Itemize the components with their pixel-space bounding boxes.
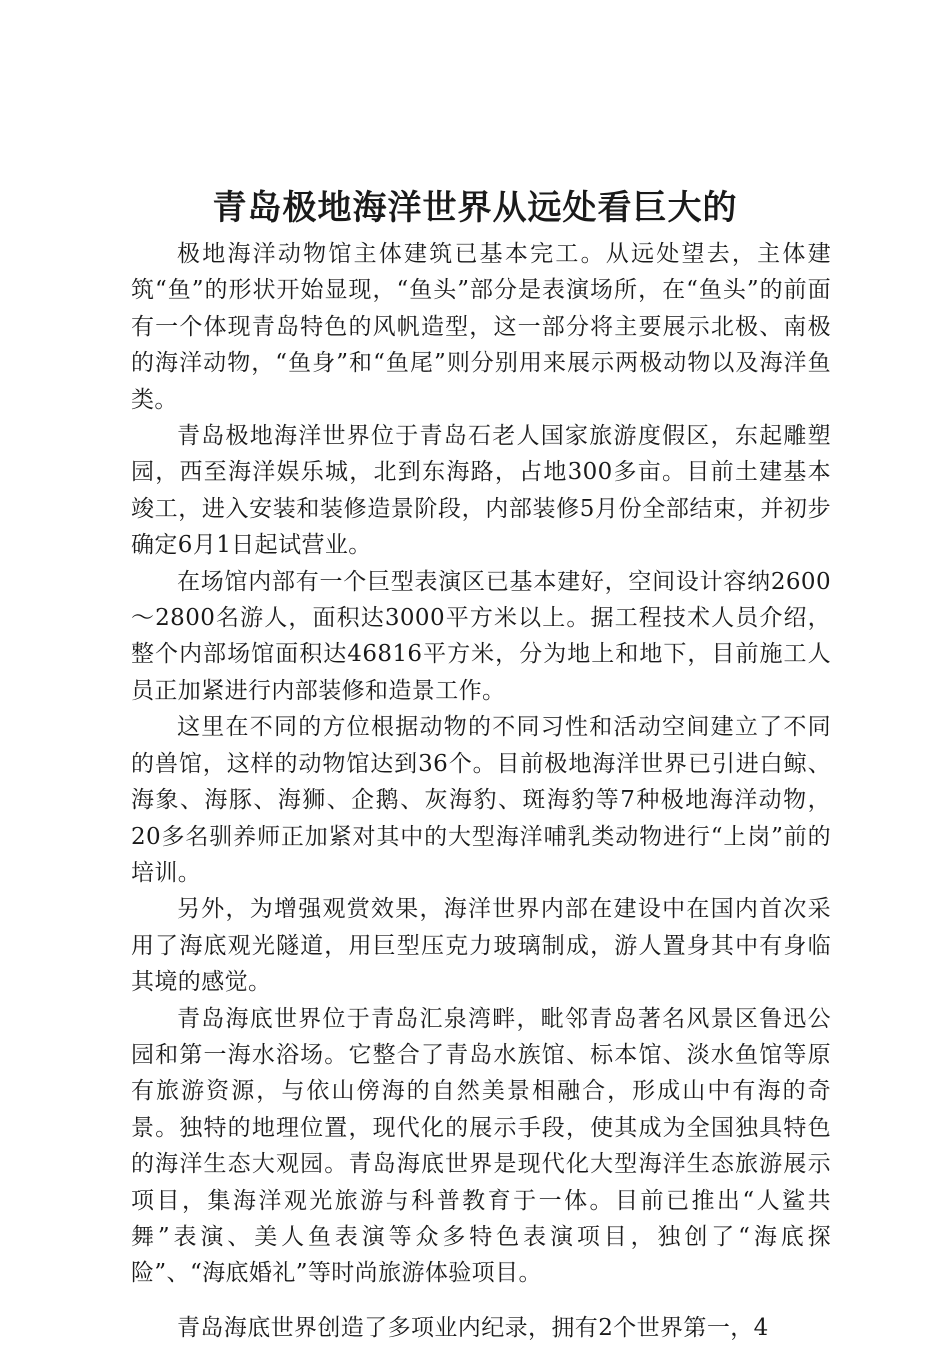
paragraph: 在场馆内部有一个巨型表演区已基本建好，空间设计容纳2600～2800名游人，面积达3000平方米以上。据工程技术人员介绍，整个内部场馆面积达46816平方米，分为地上和地下，目前施工人员正加紧进行内部装修和造景工作。: [131, 568, 831, 704]
paragraph: 青岛海底世界位于青岛汇泉湾畔，毗邻青岛著名风景区鲁迅公园和第一海水浴场。它整合了青岛水族馆、标本馆、淡水鱼馆等原有旅游资源，与依山傍海的自然美景相融合，形成山中有海的奇景。独特的地理位置，现代化的展示手段，使其成为全国独具特色的海洋生态大观园。青岛海底世界是现代化大型海洋生态旅游展示项目，集海洋观光旅游与科普教育于一体。目前已推出“人鲨共舞”表演、美人鱼表演等众多特色表演项目，独创了“海底探险”、“海底婚礼”等时尚旅游体验项目。: [131, 1005, 831, 1287]
document-body: [131, 236, 831, 1346]
document-title: 青岛极地海洋世界从远处看巨大的: [212, 188, 738, 228]
paragraph: 这里在不同的方位根据动物的不同习性和活动空间建立了不同的兽馆，这样的动物馆达到36个。目前极地海洋世界已引进白鲸、海象、海豚、海狮、企鹅、灰海豹、斑海豹等7种极地海洋动物，20多名驯养师正加紧对其中的大型海洋哺乳类动物进行“上岗”前的培训。: [131, 714, 831, 886]
paragraph: 青岛极地海洋世界位于青岛石老人国家旅游度假区，东起雕塑园，西至海洋娱乐城，北到东海路，占地300多亩。目前土建基本竣工，进入安装和装修造景阶段，内部装修5月份全部结束，并初步确定6月1日起试营业。: [131, 423, 831, 559]
paragraph: 另外，为增强观赏效果，海洋世界内部在建设中在国内首次采用了海底观光隧道，用巨型压克力玻璃制成，游人置身其中有身临其境的感觉。: [131, 896, 831, 996]
paragraph: 青岛海底世界创造了多项业内纪录，拥有2个世界第一，4: [177, 1314, 769, 1341]
paragraph: 极地海洋动物馆主体建筑已基本完工。从远处望去，主体建筑“鱼”的形状开始显现，“鱼头”部分是表演场所，在“鱼头”的前面有一个体现青岛特色的风帆造型，这一部分将主要展示北极、南极的海洋动物，“鱼身”和“鱼尾”则分别用来展示两极动物以及海洋鱼类。: [131, 241, 831, 413]
